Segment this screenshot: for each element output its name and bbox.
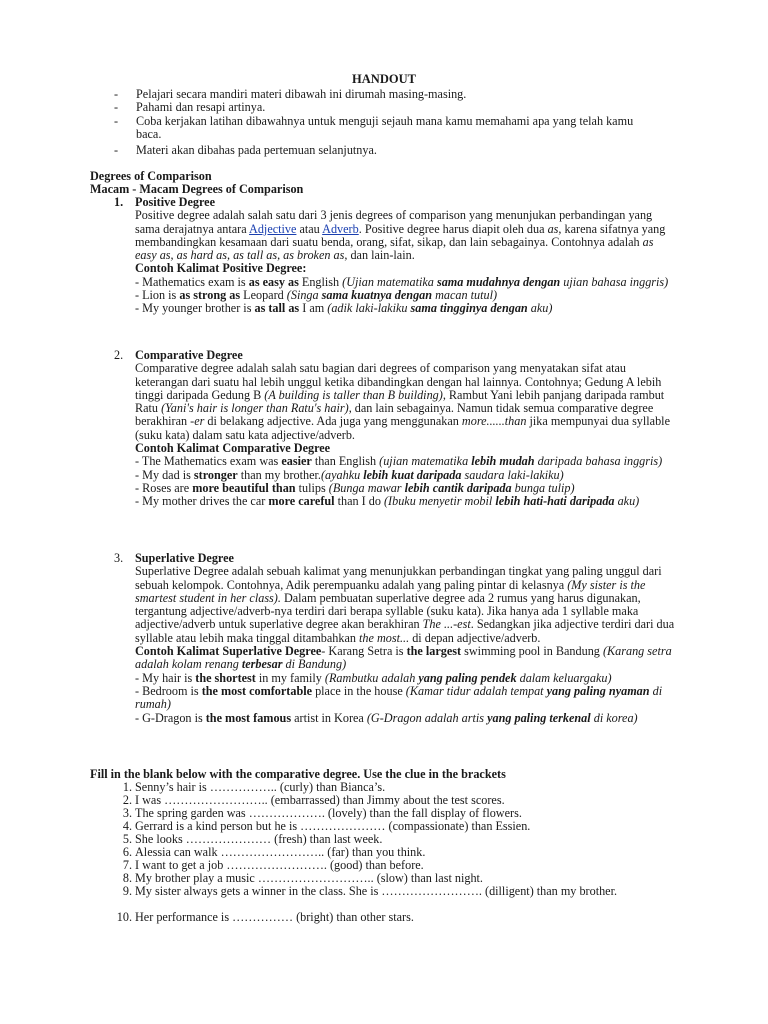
positive-degree-section [135,196,675,316]
exercise-item: Alessia can walk …………………….. (far) than you think. [135,845,426,859]
exercise-number: 1. [122,780,132,794]
bullet-dash: - [114,114,119,128]
adverb-link[interactable]: Adverb [322,221,359,236]
exercise-number: 5. [122,832,132,846]
superlative-degree-section [135,552,675,725]
exercise-number: 9. [122,884,132,898]
exercise-item: Senny’s hair is …………….. (curly) than Bianca’s. [135,780,386,794]
positive-example-title: Contoh Kalimat Positive Degree: [135,261,307,276]
exercise-item: My brother play a music ……………………….. (slow) than last night. [135,871,483,885]
superlative-example-title: Contoh Kalimat Superlative Degree [135,644,322,659]
exercise-number: 10. [116,910,132,924]
positive-degree-paragraph: Positive degree adalah salah satu dari 3 jenis degrees of comparison yang menunjukan perbandingan yang sama derajatnya antara Adjective atau Adverb. Positive degree harus diapit oleh dua as, karena sifatnya yang membandingkan kesamaan dari suatu benda, orang, sifat, sikap, dan lain sebagainya. Contohnya adalah as easy as, as hard as, as tall as, as broken as, dan lain-lain. [135,208,666,263]
exercise-item: I want to get a job ……………………. (good) than before. [135,858,424,872]
exercise-number: 7. [122,858,132,872]
superlative-degree-title: Superlative Degree [135,551,234,565]
page-title: HANDOUT [352,72,416,86]
bullet-dash: - [114,143,119,157]
example-sentence: - Mathematics exam is as easy as English (Ujian matematika sama mudahnya dengan ujian bahasa inggris) [135,274,669,289]
superlative-degree-paragraph: Superlative Degree adalah sebuah kalimat yang menunjukkan perbandingan tingkat yang paling unggul dari sebuah kelompok. Contohnya, Adik perempuanku adalah yang paling pintar di kelasnya (My sister is the smartest student in her class). Dalam pembuatan superlative degree ada 2 rumus yang harus digunakan, tergantung adjective/adverb-nya terdiri dari berapa syllable (suku kata). Jika hanya ada 1 syllable maka adjective/adverb untuk superlative degree akan berakhiran The ...-est. Sedangkan jika adjective terdiri dari dua syllable atau lebih maka tinggal ditambahkan the most... di depan adjective/adverb. [135,564,675,645]
exercise-item: My sister always gets a winner in the class. She is ……………………. (dilligent) than my brother. [135,884,618,898]
exercise-item: Gerrard is a kind person but he is ………………… (compassionate) than Essien. [135,819,531,833]
comparative-degree-title: Comparative Degree [135,348,243,362]
example-sentence: - My mother drives the car more careful than I do (Ibuku menyetir mobil lebih hati-hati daripada aku) [135,494,640,509]
exercise-title: Fill in the blank below with the comparative degree. Use the clue in the brackets [90,767,506,781]
exercise-item: Her performance is …………… (bright) than other stars. [135,910,414,924]
positive-degree-title: Positive Degree [135,195,215,209]
adjective-link[interactable]: Adjective [249,221,297,236]
example-sentence: - The Mathematics exam was easier than English (ujian matematika lebih mudah daripada bahasa inggris) [135,454,663,469]
bullet-dash: - [114,100,119,114]
exercise-number: 2. [122,793,132,807]
example-sentence: Contoh Kalimat Superlative Degree- Karang Setra is the largest swimming pool in Bandung (Karang setra adalah kolam renang terbesar di Bandung) [135,644,672,672]
example-sentence: - My hair is the shortest in my family (Rambutku adalah yang paling pendek dalam keluargaku) [135,670,612,685]
exercise-item: I was …………………….. (embarrassed) than Jimmy about the test scores. [135,793,505,807]
section-heading: Degrees of Comparison [90,169,212,183]
exercise-number: 4. [122,819,132,833]
comparative-degree-paragraph: Comparative degree adalah salah satu bagian dari degrees of comparison yang menyatakan sifat atau keterangan dari suatu hal lebih unggul ketika dibandingkan dengan hal lainnya. Contohnya; Gedung A lebih tinggi daripada Gedung B (A building is taller than B building), Rambut Yani lebih panjang daripada rambut Ratu (Yani's hair is longer than Ratu's hair), dan lain sebagainya. Namun tidak semua comparative degree berakhiran -er di belakang adjective. Ada juga yang menggunakan more......than jika mempunyai dua syllable (suku kata) dalam satu kata adjective/adverb. [135,361,670,442]
section-subheading: Macam - Macam Degrees of Comparison [90,182,304,196]
bullet-dash: - [114,87,119,101]
example-sentence: - My dad is stronger than my brother.(ayahku lebih kuat daripada saudara laki-lakiku) [135,467,564,482]
exercise-number: 3. [122,806,132,820]
example-sentence: - G-Dragon is the most famous artist in Korea (G-Dragon adalah artis yang paling terkenal di korea) [135,710,638,725]
example-sentence: - Bedroom is the most comfortable place in the house (Kamar tidur adalah tempat yang paling nyaman di rumah) [135,683,663,712]
comparative-degree-section [135,349,675,509]
item-number: 1. [114,195,124,209]
comparative-example-title: Contoh Kalimat Comparative Degree [135,441,331,456]
exercise-item: She looks ………………… (fresh) than last week. [135,832,383,846]
item-number: 3. [114,551,124,565]
example-sentence: - My younger brother is as tall as I am (adik laki-lakiku sama tingginya dengan aku) [135,301,553,316]
exercise-number: 6. [122,845,132,859]
exercise-number: 8. [122,871,132,885]
item-number: 2. [114,348,124,362]
example-sentence: - Roses are more beautiful than tulips (Bunga mawar lebih cantik daripada bunga tulip) [135,480,575,495]
exercise-item: The spring garden was ………………. (lovely) than the fall display of flowers. [135,806,522,820]
example-sentence: - Lion is as strong as Leopard (Singa sama kuatnya dengan macan tutul) [135,288,498,303]
handout-page: HANDOUT - Pelajari secara mandiri materi dibawah ini dirumah masing-masing. - Pahami dan resapi artinya. - Coba kerjakan latihan dibawahnya untuk menguji sejauh mana kamu memahami apa yang telah kamu baca. - Materi akan dibahas pada pertemuan selanjutnya. Degrees of Comparison Macam - Macam Degrees of Comparison 1. Positive Degree Positive degree adalah salah satu dari 3 jenis degrees of comparison yang menunjukan perbandingan yang sama derajatnya antara Adjective atau Adverb. Positive degree harus diapit oleh dua as, karena sifatnya yang membandingkan kesamaan dari suatu benda, orang, sifat, sikap, dan lain sebagainya. Contohnya adalah as easy as, as hard as, as tall as, as broken as, dan lain-lain. Contoh Kalimat Positive Degree: - Mathematics exam is as easy as English (Ujian matematika sama mudahnya dengan ujian bahasa inggris) - Lion is as strong as Leopard (Singa sama kuatnya dengan macan tutul) - My younger brother is as tall as I am (adik laki-lakiku sama tingginya dengan aku) 2. Comparative Degree Comparative degree adalah salah satu bagian dari degrees of comparison yang menyatakan sifat atau keterangan dari suatu hal lebih unggul ketika dibandingkan dengan hal lainnya. Contohnya; Gedung A lebih tinggi daripada Gedung B (A building is taller than B building), Rambut Yani lebih panjang daripada rambut Ratu (Yani's hair is longer than Ratu's hair), dan lain sebagainya. Namun tidak semua comparative degree berakhiran -er di belakang adjective. Ada juga yang menggunakan more......than jika mempunyai dua syllable (suku kata) dalam satu kata adjective/adverb. Contoh Kalimat Comparative Degree - The Mathematics exam was easier than English (ujian matematika lebih mudah daripada bahasa inggris) - My dad is stronger than my brother.(ayahku lebih kuat daripada saudara laki-lakiku) - Roses are more beautiful than tulips (Bunga mawar lebih cantik daripada bunga tulip) - My mother drives the car more careful than I do (Ibuku menyetir mobil lebih hati-hati daripada aku) 3. Superlative Degree Superlative Degree adalah sebuah kalimat yang menunjukkan perbandingan tingkat yang paling unggul dari sebuah kelompok. Contohnya, Adik perempuanku adalah yang paling pintar di kelasnya (My sister is the smartest student in her class). Dalam pembuatan superlative degree ada 2 rumus yang harus digunakan, tergantung adjective/adverb-nya terdiri dari berapa syllable (suku kata). Jika hanya ada 1 syllable maka adjective/adverb untuk superlative degree akan berakhiran The ...-est. Sedangkan jika adjective terdiri dari dua syllable atau lebih maka tinggal ditambahkan the most... di depan adjective/adverb. Contoh Kalimat Superlative Degree- Karang Setra is the largest swimming pool in Bandung (Karang setra adalah kolam renang terbesar di Bandung) - My hair is the shortest in my family (Rambutku adalah yang paling pendek dalam keluargaku) - Bedroom is the most comfortable place in the house (Kamar tidur adalah tempat yang paling nyaman di rumah) - G-Dragon is the most famous artist in Korea (G-Dragon adalah artis yang paling terkenal di korea) Fill in the blank below with the comparative degree. Use the clue in the brackets 1. Senny’s hair is …………….. (curly) than Bianca’s. 2. I was …………………….. (embarrassed) than Jimmy about the test scores. 3. The spring garden was ………………. (lovely) than the fall display of flowers. 4. Gerrard is a kind person but he is ………………… (compassionate) than Essien. 5. She looks ………………… (fresh) than last week. 6. Alessia can walk …………………….. (far) than you think. 7. I want to get a job ……………………. (good) than before. 8. My brother play a music ……………………….. (slow) than last night. 9. My sister always gets a winner in the class. She is ……………………. (dilligent) than my brother. 10. Her performance is …………… (bright) than other stars. [0,0,768,1024]
